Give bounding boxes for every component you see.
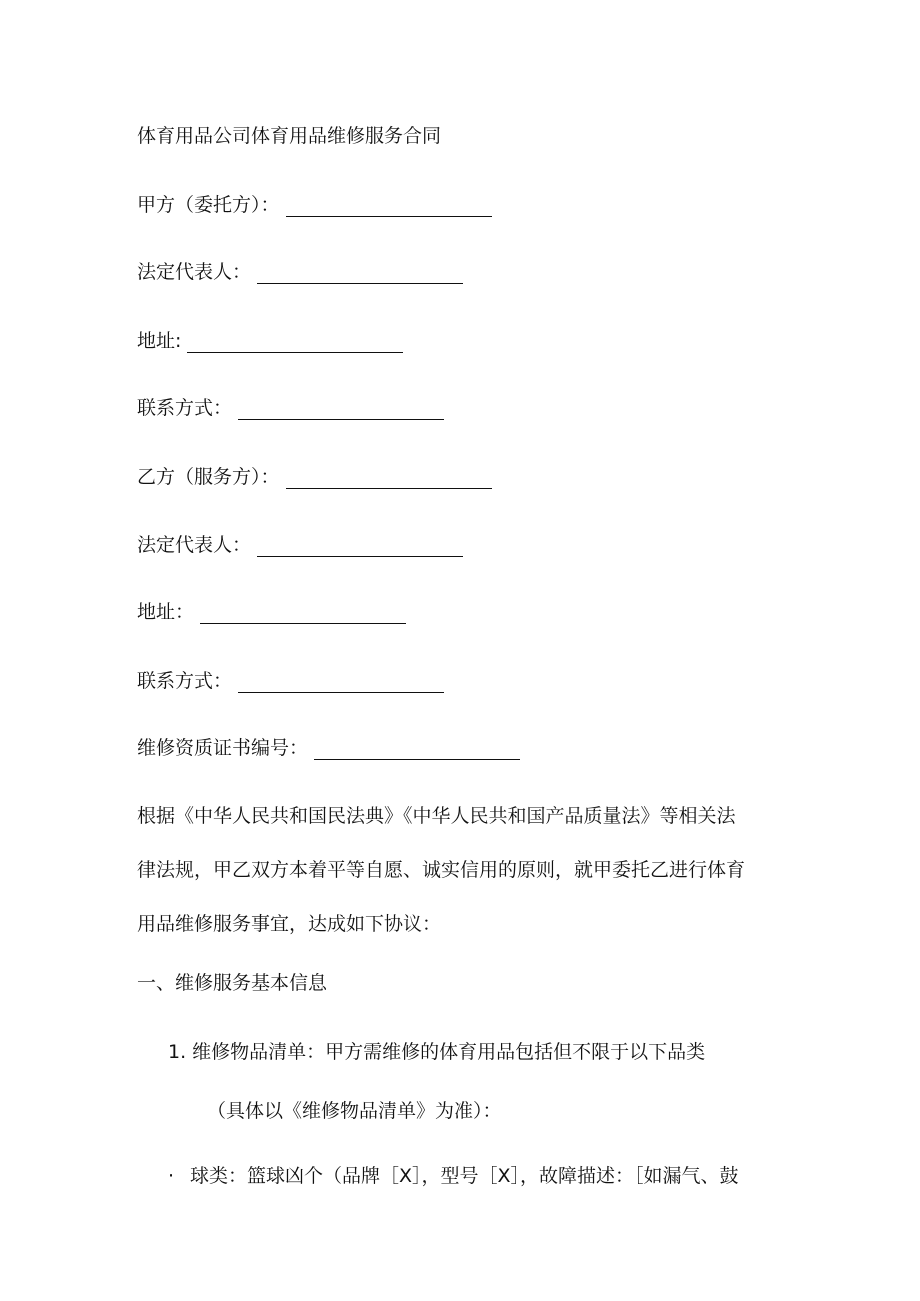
contract-title: 体育用品公司体育用品维修服务合同 bbox=[137, 125, 442, 147]
party-b-rep-label: 法定代表人： bbox=[137, 534, 252, 556]
party-a-rep-field bbox=[137, 260, 463, 284]
bullet-item bbox=[168, 1164, 739, 1188]
party-a-contact-field bbox=[137, 396, 444, 420]
party-b-contact-label: 联系方式： bbox=[137, 670, 233, 692]
party-b-rep-blank[interactable] bbox=[257, 536, 463, 557]
section-heading: 一、维修服务基本信息 bbox=[137, 972, 328, 994]
party-b-cert-label: 维修资质证书编号： bbox=[137, 737, 309, 759]
preamble-line: 律法规，甲乙双方本着平等自愿、诚实信用的原则，就甲委托乙进行体育 bbox=[137, 859, 746, 881]
list-item-1: 1. 维修物品清单：甲方需维修的体育用品包括但不限于以下品类 bbox=[168, 1041, 706, 1063]
party-b-cert-field bbox=[137, 736, 520, 760]
party-b-blank[interactable] bbox=[286, 468, 492, 489]
preamble-line: 用品维修服务事宜，达成如下协议： bbox=[137, 913, 442, 935]
preamble-paragraph bbox=[137, 804, 787, 966]
party-a-rep-blank[interactable] bbox=[257, 263, 463, 284]
party-b-address-blank[interactable] bbox=[200, 603, 406, 624]
party-b-rep-field bbox=[137, 533, 463, 557]
party-b-address-label: 地址： bbox=[137, 601, 195, 623]
party-a-contact-label: 联系方式： bbox=[137, 397, 233, 419]
party-b-cert-blank[interactable] bbox=[314, 739, 520, 760]
party-a-field bbox=[137, 193, 492, 217]
party-a-address-blank[interactable] bbox=[187, 332, 403, 353]
list-item-1-continuation: （具体以《维修物品清单》为准）： bbox=[207, 1100, 502, 1122]
bullet-dot-icon: · bbox=[168, 1165, 175, 1187]
party-b-contact-field bbox=[137, 669, 444, 693]
party-a-label: 甲方（委托方）： bbox=[137, 194, 280, 216]
bullet-item-text: 球类：篮球凶个（品牌［X］，型号［X］，故障描述：［如漏气、鼓 bbox=[190, 1165, 739, 1187]
preamble-line: 根据《中华人民共和国民法典》《中华人民共和国产品质量法》等相关法 bbox=[137, 805, 736, 827]
party-b-address-field bbox=[137, 600, 406, 624]
party-a-contact-blank[interactable] bbox=[238, 399, 444, 420]
party-b-contact-blank[interactable] bbox=[238, 672, 444, 693]
party-a-address-label: 地址: bbox=[137, 330, 182, 352]
party-a-address-field bbox=[137, 329, 403, 353]
party-a-blank[interactable] bbox=[286, 196, 492, 217]
party-a-rep-label: 法定代表人： bbox=[137, 261, 252, 283]
party-b-label: 乙方（服务方）： bbox=[137, 466, 280, 488]
party-b-field bbox=[137, 465, 492, 489]
